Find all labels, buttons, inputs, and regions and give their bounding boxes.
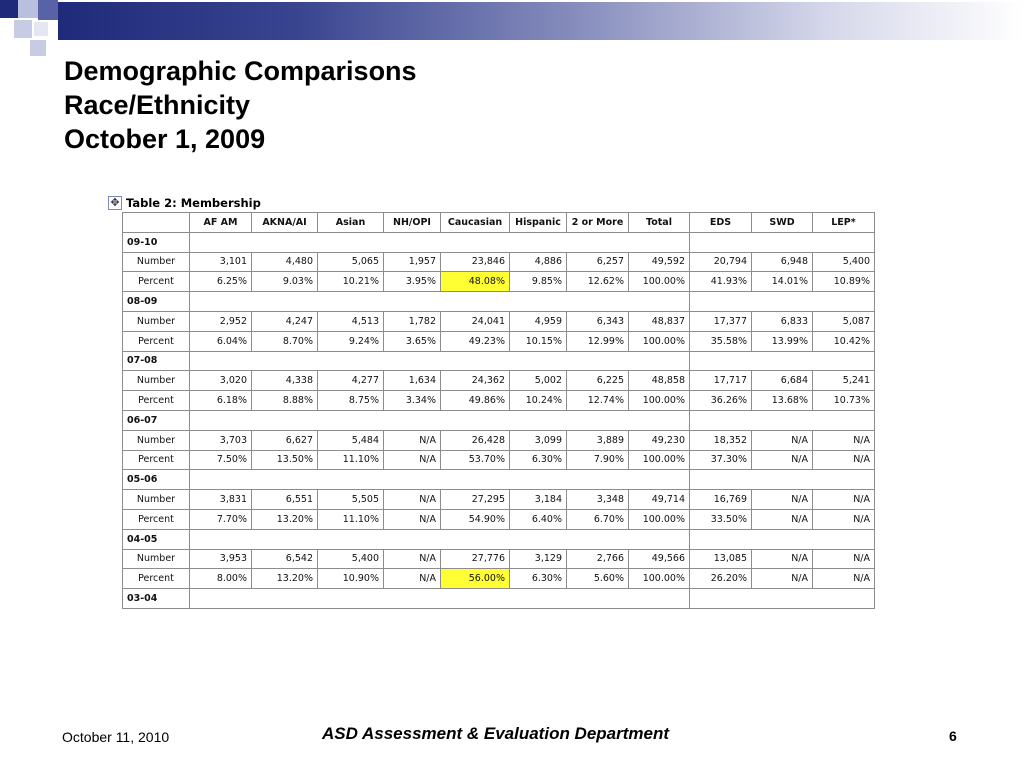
table-cell: 33.50% [690, 509, 752, 529]
table-cell: 6.30% [510, 450, 567, 470]
row-label: Number [123, 490, 190, 510]
group-spacer-cell [690, 232, 875, 252]
table-cell: 13.50% [252, 450, 318, 470]
row-label: Number [123, 549, 190, 569]
row-label: Number [123, 430, 190, 450]
table-cell: 6,551 [252, 490, 318, 510]
table-cell: 5,400 [318, 549, 384, 569]
slide-title [64, 54, 417, 156]
group-spacer-cell [190, 589, 690, 609]
table-cell: 36.26% [690, 391, 752, 411]
table-cell: 6,684 [752, 371, 813, 391]
year-label: 05-06 [123, 470, 190, 490]
group-spacer-cell [690, 470, 875, 490]
footer-date: October 11, 2010 [62, 729, 170, 745]
group-spacer-cell [690, 292, 875, 312]
table-cell: N/A [384, 569, 441, 589]
table-cell: N/A [752, 509, 813, 529]
table-cell: N/A [752, 549, 813, 569]
table-cell: 3,020 [190, 371, 252, 391]
table-cell: 23,846 [441, 252, 510, 272]
row-label: Number [123, 252, 190, 272]
year-label: 04-05 [123, 529, 190, 549]
year-label: 06-07 [123, 410, 190, 430]
table-cell: 49,230 [629, 430, 690, 450]
highlighted-cell: 48.08% [441, 272, 510, 292]
table-cell: 8.70% [252, 331, 318, 351]
year-group-row [123, 529, 875, 549]
table-cell: 3,703 [190, 430, 252, 450]
table-cell: 6,542 [252, 549, 318, 569]
table-cell: 7.90% [567, 450, 629, 470]
group-spacer-cell [190, 470, 690, 490]
table-cell: 8.00% [190, 569, 252, 589]
table-cell: 1,634 [384, 371, 441, 391]
table-cell: 13,085 [690, 549, 752, 569]
table-cell: 13.20% [252, 569, 318, 589]
table-row [123, 509, 875, 529]
year-group-row [123, 292, 875, 312]
decor-square [14, 20, 32, 38]
table-cell: 10.90% [318, 569, 384, 589]
table-cell: 3,953 [190, 549, 252, 569]
table-cell: 10.89% [813, 272, 875, 292]
table-cell: N/A [752, 430, 813, 450]
table-cell: 3,101 [190, 252, 252, 272]
membership-table [122, 212, 875, 609]
table-cell: 48,837 [629, 311, 690, 331]
table-cell: 9.24% [318, 331, 384, 351]
table-cell: 5,484 [318, 430, 384, 450]
table-cell: 6.04% [190, 331, 252, 351]
table-cell: 54.90% [441, 509, 510, 529]
table-cell: N/A [384, 430, 441, 450]
table-cell: 17,717 [690, 371, 752, 391]
page-number: 6 [949, 728, 957, 744]
table-cell: 6,257 [567, 252, 629, 272]
group-spacer-cell [690, 529, 875, 549]
column-header: EDS [690, 213, 752, 233]
table-cell: N/A [384, 509, 441, 529]
title-line-3: October 1, 2009 [64, 124, 266, 154]
highlighted-cell: 56.00% [441, 569, 510, 589]
table-cell: 100.00% [629, 569, 690, 589]
column-header: AKNA/AI [252, 213, 318, 233]
table-cell: N/A [813, 430, 875, 450]
year-label: 07-08 [123, 351, 190, 371]
table-cell: 5,002 [510, 371, 567, 391]
table-cell: 10.21% [318, 272, 384, 292]
column-header: Total [629, 213, 690, 233]
header-gradient-band [58, 2, 1024, 40]
year-label: 08-09 [123, 292, 190, 312]
row-label: Percent [123, 391, 190, 411]
table-cell: 9.85% [510, 272, 567, 292]
group-spacer-cell [690, 351, 875, 371]
table-row [123, 252, 875, 272]
table-cell: 49,592 [629, 252, 690, 272]
table-cell: 4,338 [252, 371, 318, 391]
table-cell: 3,889 [567, 430, 629, 450]
table-cell: 49,566 [629, 549, 690, 569]
table-cell: 6,948 [752, 252, 813, 272]
table-cell: N/A [384, 490, 441, 510]
table-cell: 3,099 [510, 430, 567, 450]
table-cell: 6.30% [510, 569, 567, 589]
column-header: LEP* [813, 213, 875, 233]
table-cell: 3,348 [567, 490, 629, 510]
group-spacer-cell [190, 232, 690, 252]
table-cell: 5,505 [318, 490, 384, 510]
column-header: NH/OPI [384, 213, 441, 233]
row-label: Percent [123, 509, 190, 529]
table-cell: 13.20% [252, 509, 318, 529]
decor-square [38, 0, 58, 20]
table-cell: N/A [384, 549, 441, 569]
table-cell: 20,794 [690, 252, 752, 272]
table-row [123, 569, 875, 589]
table-row [123, 430, 875, 450]
row-label: Number [123, 371, 190, 391]
membership-table-image [106, 193, 876, 627]
year-group-row [123, 232, 875, 252]
table-cell: 49.86% [441, 391, 510, 411]
table-cell: 1,957 [384, 252, 441, 272]
table-cell: 4,277 [318, 371, 384, 391]
table-row [123, 450, 875, 470]
table-cell: 13.99% [752, 331, 813, 351]
table-row [123, 391, 875, 411]
table-title-bar [108, 195, 261, 211]
title-line-2: Race/Ethnicity [64, 90, 251, 120]
column-header: Caucasian [441, 213, 510, 233]
year-group-row [123, 470, 875, 490]
table-cell: 27,295 [441, 490, 510, 510]
table-cell: 3.34% [384, 391, 441, 411]
table-cell: 6.18% [190, 391, 252, 411]
table-cell: 18,352 [690, 430, 752, 450]
table-row [123, 490, 875, 510]
group-spacer-cell [190, 292, 690, 312]
table-cell: 10.42% [813, 331, 875, 351]
year-label: 03-04 [123, 589, 190, 609]
table-cell: 7.50% [190, 450, 252, 470]
table-cell: 4,247 [252, 311, 318, 331]
table-cell: 6,225 [567, 371, 629, 391]
table-cell: 6,833 [752, 311, 813, 331]
group-spacer-cell [690, 589, 875, 609]
table-cell: 6.40% [510, 509, 567, 529]
table-cell: 27,776 [441, 549, 510, 569]
decor-square [0, 0, 18, 18]
row-label: Percent [123, 331, 190, 351]
table-cell: 9.03% [252, 272, 318, 292]
year-label: 09-10 [123, 232, 190, 252]
table-cell: 2,766 [567, 549, 629, 569]
table-cell: 8.88% [252, 391, 318, 411]
header-row [123, 213, 875, 233]
table-cell: 24,041 [441, 311, 510, 331]
table-cell: 49,714 [629, 490, 690, 510]
table-cell: 4,480 [252, 252, 318, 272]
table-row [123, 331, 875, 351]
row-label: Percent [123, 272, 190, 292]
table-cell: 4,959 [510, 311, 567, 331]
group-spacer-cell [190, 529, 690, 549]
table-cell: 26,428 [441, 430, 510, 450]
table-cell: 4,513 [318, 311, 384, 331]
table-cell: 49.23% [441, 331, 510, 351]
table-row [123, 311, 875, 331]
table-cell: 6,343 [567, 311, 629, 331]
group-spacer-cell [690, 410, 875, 430]
group-spacer-cell [190, 410, 690, 430]
title-line-1: Demographic Comparisons [64, 56, 417, 86]
table-cell: 10.24% [510, 391, 567, 411]
column-header: 2 or More [567, 213, 629, 233]
table-cell: N/A [752, 490, 813, 510]
table-cell: 3,129 [510, 549, 567, 569]
table-cell: 10.73% [813, 391, 875, 411]
table-cell: 3,184 [510, 490, 567, 510]
table-cell: 5,241 [813, 371, 875, 391]
table-cell: 100.00% [629, 272, 690, 292]
table-cell: 8.75% [318, 391, 384, 411]
table-cell: 12.99% [567, 331, 629, 351]
table-cell: 2,952 [190, 311, 252, 331]
table-cell: 12.62% [567, 272, 629, 292]
decor-square [18, 0, 38, 18]
row-label: Percent [123, 569, 190, 589]
table-cell: 41.93% [690, 272, 752, 292]
header-corner-cell [123, 213, 190, 233]
table-cell: 7.70% [190, 509, 252, 529]
column-header: SWD [752, 213, 813, 233]
table-cell: 11.10% [318, 450, 384, 470]
table-cell: 4,886 [510, 252, 567, 272]
year-group-row [123, 351, 875, 371]
group-spacer-cell [190, 351, 690, 371]
table-cell: 14.01% [752, 272, 813, 292]
table-cell: 48,858 [629, 371, 690, 391]
table-cell: N/A [813, 450, 875, 470]
year-group-row [123, 589, 875, 609]
table-cell: 100.00% [629, 331, 690, 351]
year-group-row [123, 410, 875, 430]
table-row [123, 371, 875, 391]
table-cell: 6.25% [190, 272, 252, 292]
table-cell: 5,065 [318, 252, 384, 272]
column-header: AF AM [190, 213, 252, 233]
table-cell: 16,769 [690, 490, 752, 510]
table-cell: 5,400 [813, 252, 875, 272]
table-cell: 100.00% [629, 450, 690, 470]
decor-square [34, 22, 48, 36]
column-header: Asian [318, 213, 384, 233]
row-label: Number [123, 311, 190, 331]
table-cell: 10.15% [510, 331, 567, 351]
table-caption: Table 2: Membership [126, 196, 261, 210]
table-cell: 37.30% [690, 450, 752, 470]
footer-department: ASD Assessment & Evaluation Department [322, 724, 670, 743]
table-cell: 13.68% [752, 391, 813, 411]
table-cell: N/A [813, 490, 875, 510]
table-cell: 3.95% [384, 272, 441, 292]
table-cell: N/A [813, 569, 875, 589]
row-label: Percent [123, 450, 190, 470]
table-cell: 100.00% [629, 509, 690, 529]
table-cell: 26.20% [690, 569, 752, 589]
table-cell: N/A [813, 549, 875, 569]
table-cell: N/A [752, 569, 813, 589]
table-cell: N/A [384, 450, 441, 470]
table-cell: 24,362 [441, 371, 510, 391]
table-cell: 100.00% [629, 391, 690, 411]
table-cell: 11.10% [318, 509, 384, 529]
table-cell: 53.70% [441, 450, 510, 470]
decor-square [30, 40, 46, 56]
table-cell: 12.74% [567, 391, 629, 411]
column-header: Hispanic [510, 213, 567, 233]
table-row [123, 549, 875, 569]
table-cell: 6,627 [252, 430, 318, 450]
table-row [123, 272, 875, 292]
table-cell: 3.65% [384, 331, 441, 351]
table-cell: N/A [813, 509, 875, 529]
table-cell: 6.70% [567, 509, 629, 529]
table-cell: 1,782 [384, 311, 441, 331]
table-cell: 17,377 [690, 311, 752, 331]
table-cell: 5.60% [567, 569, 629, 589]
table-cell: 5,087 [813, 311, 875, 331]
table-cell: 35.58% [690, 331, 752, 351]
table-cell: 3,831 [190, 490, 252, 510]
move-cross-icon[interactable]: ✥ [108, 196, 122, 210]
table-cell: N/A [752, 450, 813, 470]
